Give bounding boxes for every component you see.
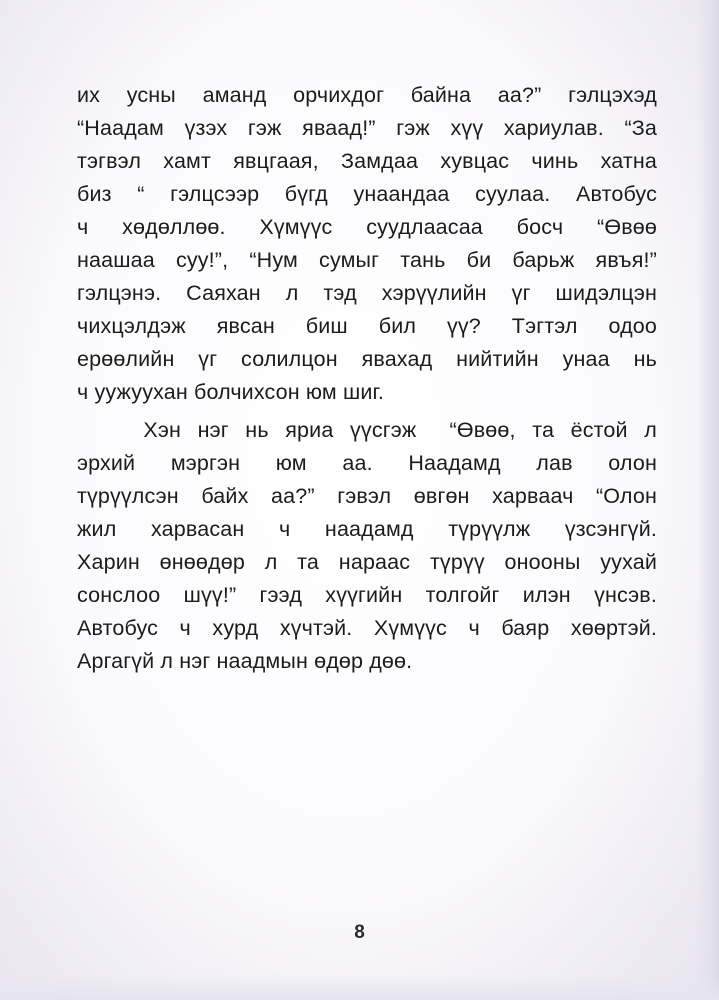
text-line: жил харвасан ч наадамд түрүүлж үзсэнгүй. [77,517,657,541]
text-line: ч хөдөллөө. Хүмүүс суудлаасаа босч “Өвөө [77,215,657,239]
paragraph-2 [77,414,657,678]
text-line: наашаа суу!”, “Нум сумыг тань би барьж явъя!” [77,248,657,272]
text-line: биз “ гэлцсээр бүгд унаандаа суулаа. Автобус [77,182,657,206]
text-line: чихцэлдэж явсан биш бил үү? Тэгтэл одоо [77,314,657,338]
page-edge-shadow [697,0,719,1000]
paragraph-1 [77,79,657,409]
page-bottom-shadow [0,974,719,1000]
text-line: Харин өнөөдөр л та нараас түрүү онооны уухай [77,550,657,574]
text-line: гэлцэнэ. Саяхан л тэд хэрүүлийн үг шидэлцэн [77,281,657,305]
text-line: их усны аманд орчихдог байна аа?” гэлцэхэд [77,83,657,107]
text-line: Аргагүй л нэг наадмын өдөр дөө. [77,649,413,673]
text-line: ч уужуухан болчихсон юм шиг. [77,380,385,404]
body-text [77,79,657,678]
page-number: 8 [354,922,365,943]
text-line: Автобус ч хурд хүчтэй. Хүмүүс ч баяр хөөртэй. [77,616,657,640]
text-line: сонслоо шүү!” гээд хүүгийн толгойг илэн үнсэв. [77,583,657,607]
text-line: ерөөлийн үг солилцон явахад нийтийн унаа нь [77,347,657,371]
text-line: Хэн нэг нь яриа үүсгэж “Өвөө, та ёстой л [77,418,657,442]
text-line: “Наадам үзэх гэж яваад!” гэж хүү хариулав. “За [77,116,657,140]
text-line: эрхий мэргэн юм аа. Наадамд лав олон [77,451,657,475]
text-line: тэгвэл хамт явцгаая, Замдаа хувцас чинь хатна [77,149,657,173]
text-line: түрүүлсэн байх аа?” гэвэл өвгөн харваач “Олон [77,484,657,508]
